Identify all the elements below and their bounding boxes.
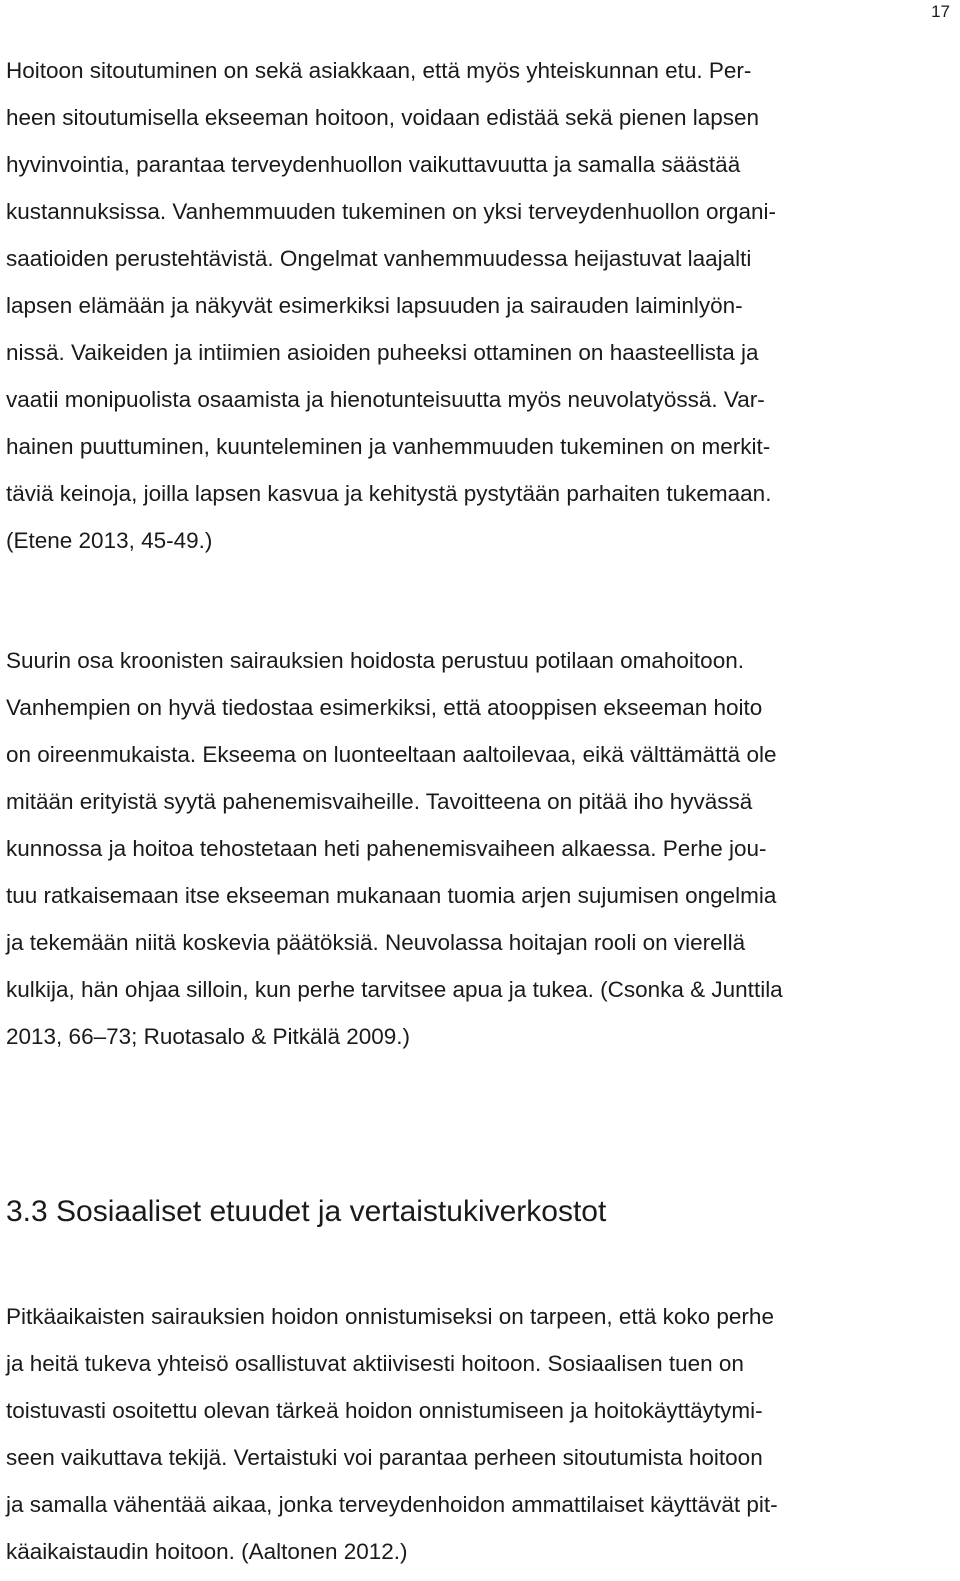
paragraph-line: kunnossa ja hoitoa tehostetaan heti pahenemisvaiheen alkaessa. Perhe jou- (6, 836, 767, 861)
paragraph-3 (6, 1293, 936, 1575)
paragraph-line: käaikaistaudin hoitoon. (Aaltonen 2012.) (6, 1539, 408, 1564)
paragraph-line: nissä. Vaikeiden ja intiimien asioiden puheeksi ottaminen on haasteellista ja (6, 340, 759, 365)
paragraph-line: ja samalla vähentää aikaa, jonka terveydenhoidon ammattilaiset käyttävät pit- (6, 1492, 778, 1517)
paragraph-1 (6, 47, 936, 564)
paragraph-line: (Etene 2013, 45-49.) (6, 528, 213, 553)
page-number: 17 (931, 2, 950, 21)
paragraph-line: vaatii monipuolista osaamista ja hienotunteisuutta myös neuvolatyössä. Var- (6, 387, 765, 412)
paragraph-line: 2013, 66–73; Ruotasalo & Pitkälä 2009.) (6, 1024, 411, 1049)
paragraph-line: ja heitä tukeva yhteisö osallistuvat aktiivisesti hoitoon. Sosiaalisen tuen on (6, 1351, 744, 1376)
paragraph-line: täviä keinoja, joilla lapsen kasvua ja kehitystä pystytään parhaiten tukemaan. (6, 481, 772, 506)
paragraph-line: toistuvasti osoitettu olevan tärkeä hoidon onnistumiseen ja hoitokäyttäytymi- (6, 1398, 763, 1423)
paragraph-line: Hoitoon sitoutuminen on sekä asiakkaan, että myös yhteiskunnan etu. Per- (6, 58, 752, 83)
paragraph-line: saatioiden perustehtävistä. Ongelmat vanhemmuudessa heijastuvat laajalti (6, 246, 752, 271)
paragraph-line: tuu ratkaisemaan itse ekseeman mukanaan tuomia arjen sujumisen ongelmia (6, 883, 777, 908)
paragraph-line: Suurin osa kroonisten sairauksien hoidosta perustuu potilaan omahoitoon. (6, 648, 744, 673)
paragraph-line: Vanhempien on hyvä tiedostaa esimerkiksi, että atooppisen ekseeman hoito (6, 695, 763, 720)
paragraph-2 (6, 637, 936, 1060)
paragraph-line: heen sitoutumisella ekseeman hoitoon, voidaan edistää sekä pienen lapsen (6, 105, 760, 130)
paragraph-line: lapsen elämään ja näkyvät esimerkiksi lapsuuden ja sairauden laiminlyön- (6, 293, 743, 318)
section-heading: 3.3 Sosiaaliset etuudet ja vertaistukiverkostot (6, 1195, 607, 1228)
paragraph-line: hainen puuttuminen, kuunteleminen ja vanhemmuuden tukeminen on merkit- (6, 434, 771, 459)
paragraph-line: ja tekemään niitä koskevia päätöksiä. Neuvolassa hoitajan rooli on vierellä (6, 930, 746, 955)
paragraph-line: mitään erityistä syytä pahenemisvaiheille. Tavoitteena on pitää iho hyvässä (6, 789, 753, 814)
paragraph-line: kulkija, hän ohjaa silloin, kun perhe tarvitsee apua ja tukea. (Csonka & Junttila (6, 977, 783, 1002)
paragraph-line: Pitkäaikaisten sairauksien hoidon onnistumiseksi on tarpeen, että koko perhe (6, 1304, 774, 1329)
paragraph-line: seen vaikuttava tekijä. Vertaistuki voi parantaa perheen sitoutumista hoitoon (6, 1445, 763, 1470)
paragraph-line: hyvinvointia, parantaa terveydenhuollon vaikuttavuutta ja samalla säästää (6, 152, 741, 177)
paragraph-line: on oireenmukaista. Ekseema on luonteeltaan aaltoilevaa, eikä välttämättä ole (6, 742, 777, 767)
paragraph-line: kustannuksissa. Vanhemmuuden tukeminen on yksi terveydenhuollon organi- (6, 199, 777, 224)
